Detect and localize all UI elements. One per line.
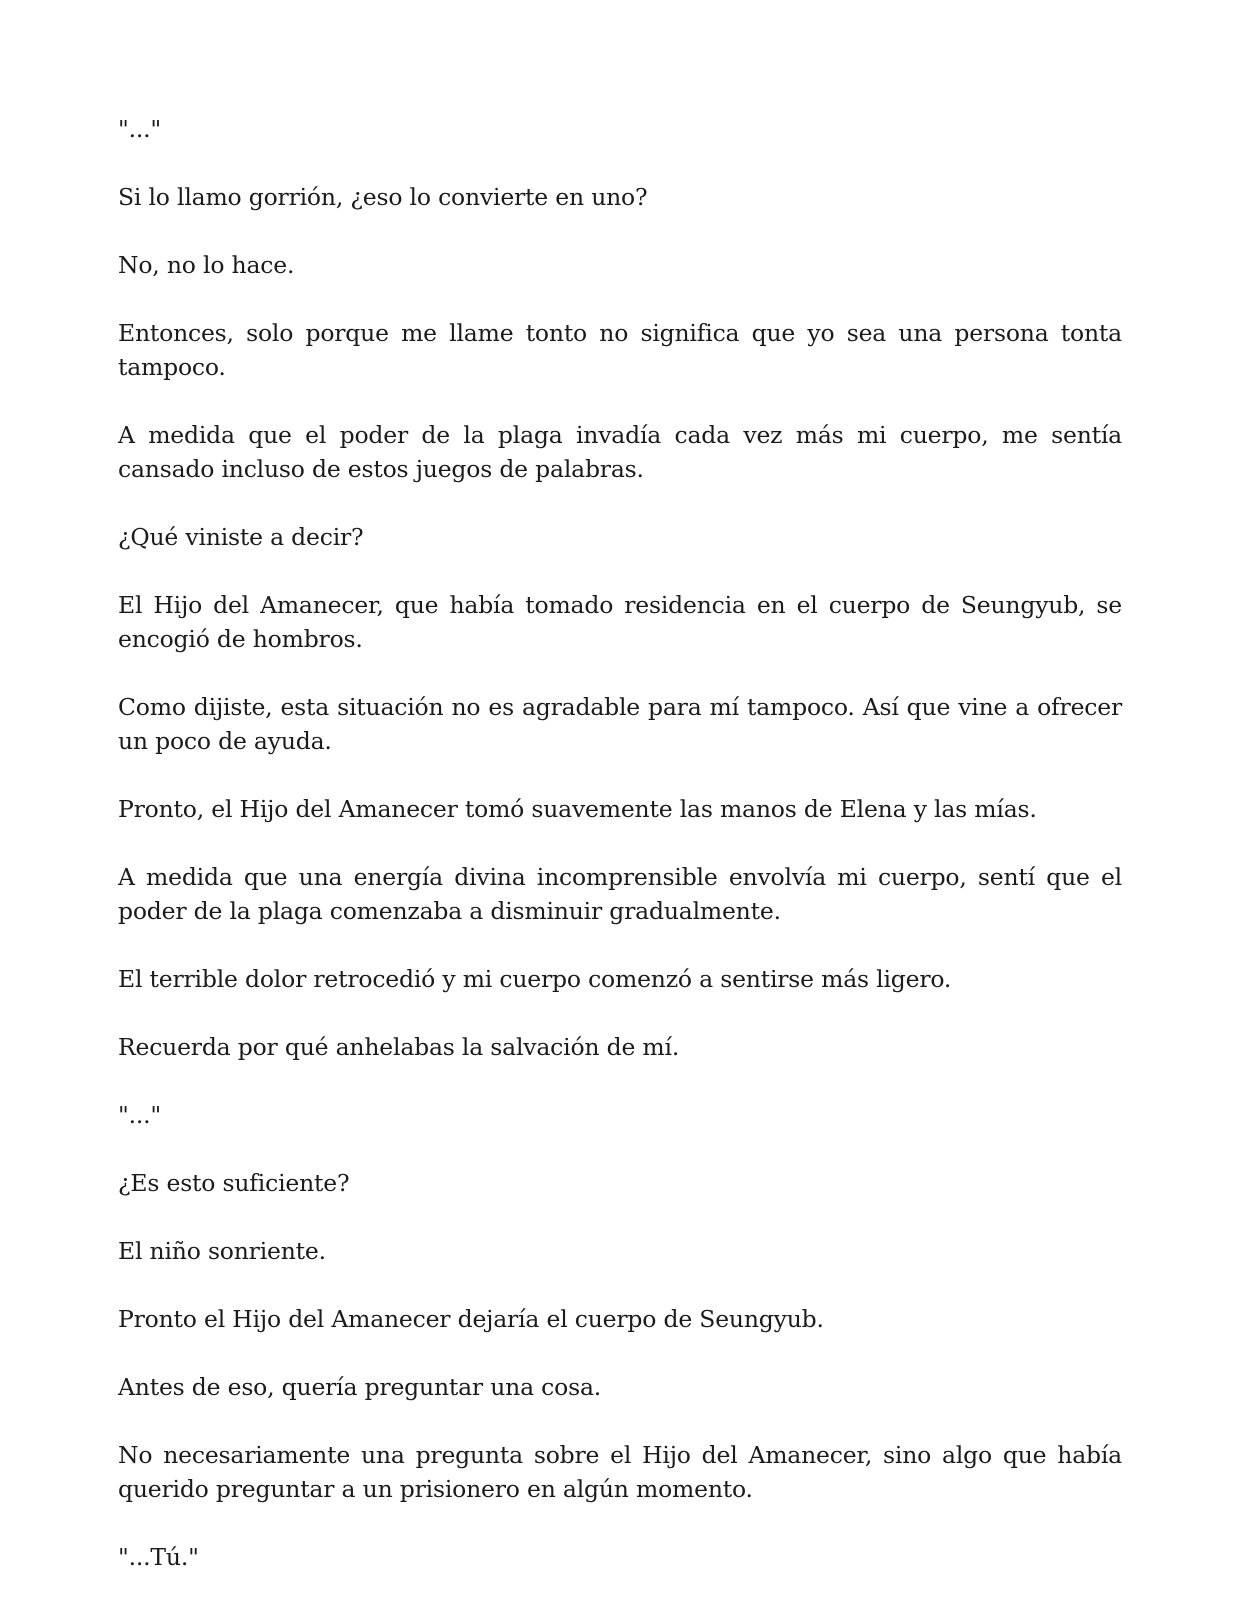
paragraph-3: No, no lo hace. (118, 251, 295, 279)
paragraph-8: Como dijiste, esta situación no es agradable para mí tampoco. Así que vine a ofrecer un poco de ayuda. (118, 693, 1122, 755)
paragraph-11: El terrible dolor retrocedió y mi cuerpo comenzó a sentirse más ligero. (118, 965, 952, 993)
paragraph-16: Pronto el Hijo del Amanecer dejaría el cuerpo de Seungyub. (118, 1305, 824, 1333)
paragraph-17: Antes de eso, quería preguntar una cosa. (118, 1373, 602, 1401)
paragraph-6: ¿Qué viniste a decir? (118, 523, 364, 551)
paragraph-1: "..." (118, 115, 162, 143)
paragraph-10: A medida que una energía divina incomprensible envolvía mi cuerpo, sentí que el poder de la plaga comenzaba a disminuir gradualmente. (118, 863, 1122, 925)
paragraph-15: El niño sonriente. (118, 1237, 326, 1265)
paragraph-19: "...Tú." (118, 1543, 199, 1571)
paragraph-18: No necesariamente una pregunta sobre el Hijo del Amanecer, sino algo que había querido preguntar a un prisionero en algún momento. (118, 1441, 1122, 1503)
paragraph-13: "..." (118, 1101, 162, 1129)
paragraph-4: Entonces, solo porque me llame tonto no significa que yo sea una persona tonta tampoco. (118, 319, 1122, 381)
body-text (118, 112, 1122, 1608)
paragraph-14: ¿Es esto suficiente? (118, 1169, 350, 1197)
paragraph-9: Pronto, el Hijo del Amanecer tomó suavemente las manos de Elena y las mías. (118, 795, 1037, 823)
paragraph-12: Recuerda por qué anhelabas la salvación de mí. (118, 1033, 680, 1061)
paragraph-7: El Hijo del Amanecer, que había tomado residencia en el cuerpo de Seungyub, se encogió de hombros. (118, 591, 1122, 653)
paragraph-5: A medida que el poder de la plaga invadía cada vez más mi cuerpo, me sentía cansado incluso de estos juegos de palabras. (118, 421, 1122, 483)
paragraph-2: Si lo llamo gorrión, ¿eso lo convierte en uno? (118, 183, 648, 211)
